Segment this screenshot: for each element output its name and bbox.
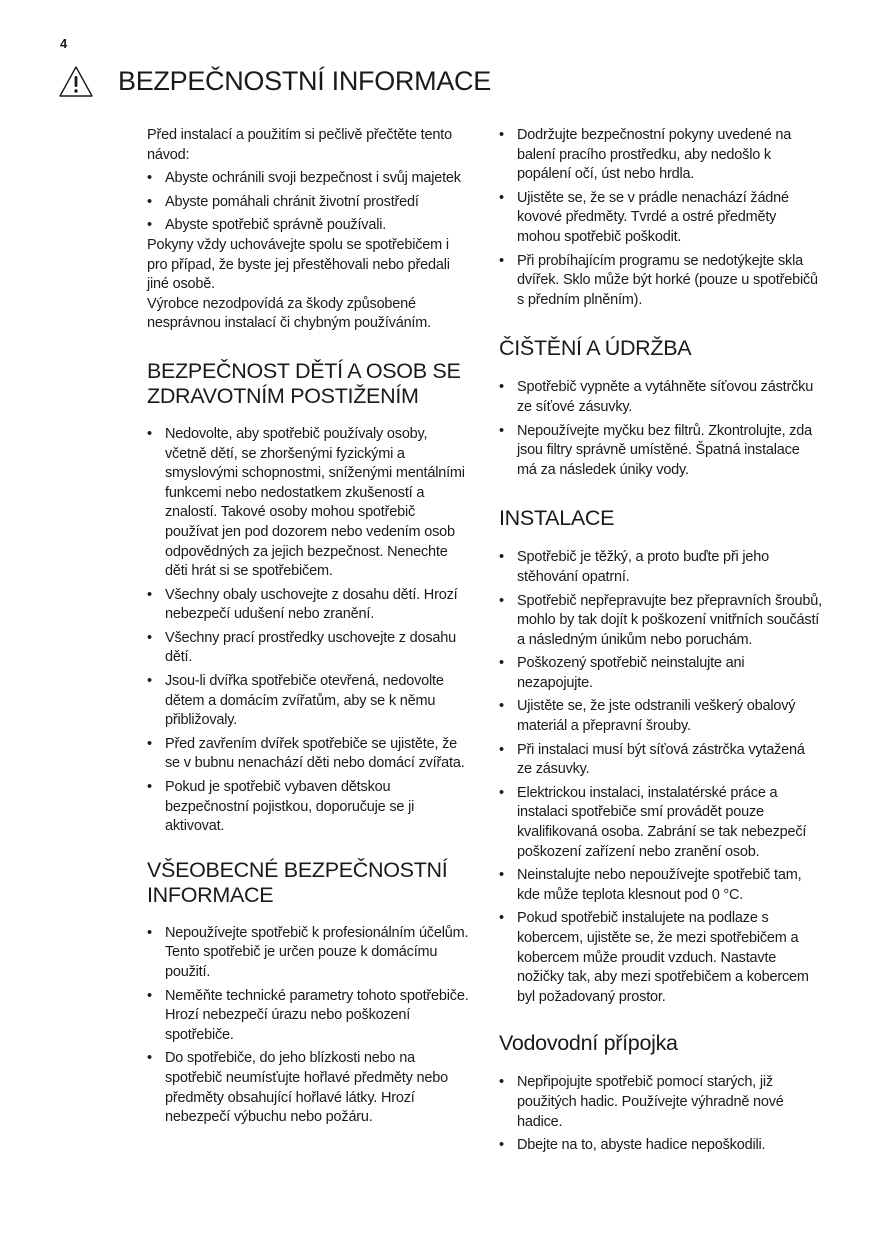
bullet-icon: •	[147, 217, 152, 234]
section-heading-installation: INSTALACE	[499, 506, 615, 531]
children-safety-list	[147, 425, 469, 837]
list-item: • Neměňte technické parametry tohoto spotřebiče. Hrozí nebezpečí úrazu nebo poškození spotřebiče.	[147, 987, 469, 1043]
title-row	[58, 64, 818, 104]
bullet-icon: •	[499, 655, 504, 672]
bullet-icon: •	[147, 629, 152, 646]
left-column	[147, 126, 469, 1132]
list-item: • Při probíhajícím programu se nedotýkejte skla dvířek. Sklo může být horké (pouze u spotřebičů s předním plněním).	[499, 252, 818, 308]
water-connection-list	[499, 1073, 823, 1155]
list-item: • Dbejte na to, abyste hadice nepoškodili.	[499, 1136, 823, 1156]
page-title: BEZPEČNOSTNÍ INFORMACE	[118, 66, 491, 96]
list-item: • Nepřipojujte spotřebič pomocí starých, již použitých hadic. Používejte výhradně nové hadice.	[499, 1074, 784, 1130]
bullet-icon: •	[499, 910, 504, 927]
list-item: • Pokud je spotřebič vybaven dětskou bezpečnostní pojistkou, doporučuje se ji aktivovat.	[147, 779, 415, 835]
intro-text: Před instalací a použitím si pečlivě přečtěte tento návod:	[147, 127, 452, 163]
bullet-icon: •	[147, 586, 152, 603]
bullet-icon: •	[147, 987, 152, 1004]
list-item: • Abyste pomáhali chránit životní prostředí	[147, 193, 469, 213]
section-heading-cleaning: ČIŠTĚNÍ A ÚDRŽBA	[499, 336, 692, 361]
bullet-icon: •	[499, 1137, 504, 1154]
installation-list	[499, 548, 823, 1007]
bullet-icon: •	[499, 741, 504, 758]
bullet-icon: •	[147, 170, 152, 187]
bullet-icon: •	[499, 549, 504, 566]
right-column	[499, 126, 823, 1160]
bullet-icon: •	[147, 924, 152, 941]
list-item: • Elektrickou instalaci, instalatérské práce a instalaci spotřebiče smí provádět pouze kvalifikovaná osoba. Zabrání se tak nebezpečí poškození zařízení nebo zranění osob.	[499, 784, 807, 860]
list-item: • Ujistěte se, že jste odstranili veškerý obalový materiál a přepravní šrouby.	[499, 698, 796, 735]
list-item: • Při instalaci musí být síťová zástrčka vytažená ze zásuvky.	[499, 741, 805, 778]
list-item: • Před zavřením dvířek spotřebiče se ujistěte, že se v bubnu nenachází děti nebo domácí zvířata.	[147, 735, 465, 772]
list-item: • Nedovolte, aby spotřebič používaly osoby, včetně dětí, se zhoršenými fyzickými a smyslovými schopnostmi, sníženými mentálními funkcemi nebo nedostatkem zkušeností a znalostí. Takové osoby mohou spotřebič používat jen pod dozorem nebo vedením osob odpovědných za jejich bezpečnost. Nenechte děti hrát si se spotřebičem.	[147, 425, 465, 580]
list-item: • Dodržujte bezpečnostní pokyny uvedené na balení pracího prostředku, aby nedošlo k popálení očí, úst nebo hrdla.	[499, 127, 792, 183]
bullet-icon: •	[499, 1074, 504, 1091]
bullet-icon: •	[499, 784, 504, 801]
section-heading-general: VŠEOBECNÉ BEZPEČNOSTNÍ INFORMACE	[147, 857, 448, 907]
list-item: • Spotřebič nepřepravujte bez přepravních šroubů, mohlo by tak dojít k poškození vnitřních součástí a následným únikům nebo poruchám.	[499, 592, 822, 648]
bullet-icon: •	[147, 425, 152, 442]
list-item: • Spotřebič je těžký, a proto buďte při jeho stěhování opatrní.	[499, 549, 769, 585]
list-item: • Abyste spotřebič správně používali.	[147, 216, 469, 236]
general-safety-list-continued	[499, 126, 823, 310]
list-item: • Všechny prací prostředky uschovejte z dosahu dětí.	[147, 629, 457, 666]
bullet-icon: •	[147, 193, 152, 210]
bullet-icon: •	[147, 1050, 152, 1067]
list-item: • Všechny obaly uschovejte z dosahu dětí. Hrozí nebezpečí udušení nebo zranění.	[147, 586, 458, 623]
bullet-icon: •	[147, 779, 152, 796]
bullet-icon: •	[499, 127, 504, 143]
bullet-icon: •	[499, 592, 504, 609]
list-item: • Ujistěte se, že se v prádle nenachází žádné kovové předměty. Tvrdé a ostré předměty mohou spotřebič poškodit.	[499, 189, 789, 245]
list-item: • Nepoužívejte spotřebič k profesionálním účelům. Tento spotřebič je určen pouze k domácímu použití.	[147, 924, 469, 980]
section-heading-water-connection: Vodovodní přípojka	[499, 1031, 678, 1056]
list-item: • Pokud spotřebič instalujete na podlaze s kobercem, ujistěte se, že mezi spotřebičem a kobercem může proudit vzduch. Nastavte nožičky tak, aby mezi spotřebičem a kobercem byl požadovaný prostor.	[499, 910, 809, 1005]
list-item: • Abyste ochránili svoji bezpečnost i svůj majetek	[147, 169, 469, 189]
list-item: • Do spotřebiče, do jeho blízkosti nebo na spotřebič neumísťujte hořlavé předměty nebo předměty obsahující hořlavé látky. Hrozí nebezpečí výbuchu nebo požáru.	[147, 1050, 448, 1126]
bullet-icon: •	[499, 422, 504, 439]
general-safety-list	[147, 924, 469, 1128]
intro-list	[147, 169, 469, 236]
cleaning-list	[499, 378, 823, 480]
bullet-icon: •	[499, 252, 504, 269]
list-item: • Nepoužívejte myčku bez filtrů. Zkontrolujte, zda jsou filtry správně umístěné. Špatná instalace má za následek úniky vody.	[499, 422, 813, 478]
list-item: • Spotřebič vypněte a vytáhněte síťovou zástrčku ze síťové zásuvky.	[499, 379, 814, 415]
list-item: • Neinstalujte nebo nepoužívejte spotřebič tam, kde může teplota klesnout pod 0 °C.	[499, 867, 802, 903]
bullet-icon: •	[147, 673, 152, 690]
list-item: • Jsou-li dvířka spotřebiče otevřená, nedovolte dětem a domácím zvířatům, aby se k němu přibližovaly.	[147, 673, 444, 729]
section-heading-children: BEZPEČNOST DĚTÍ A OSOB SE ZDRAVOTNÍM POSTIŽENÍM	[147, 358, 461, 408]
liability-text: Výrobce nezodpovídá za škody způsobené nesprávnou instalací či chybným používáním.	[147, 295, 431, 332]
warning-icon	[58, 64, 94, 100]
bullet-icon: •	[147, 735, 152, 752]
bullet-icon: •	[499, 698, 504, 715]
list-item: • Poškozený spotřebič neinstalujte ani nezapojujte.	[499, 655, 745, 691]
bullet-icon: •	[499, 379, 504, 396]
keep-instructions-text: Pokyny vždy uchovávejte spolu se spotřebičem i pro případ, že byste jej přestěhovali nebo předali jiné osobě.	[147, 236, 450, 293]
page-number: 4	[60, 36, 68, 51]
bullet-icon: •	[499, 189, 504, 206]
bullet-icon: •	[499, 867, 504, 884]
